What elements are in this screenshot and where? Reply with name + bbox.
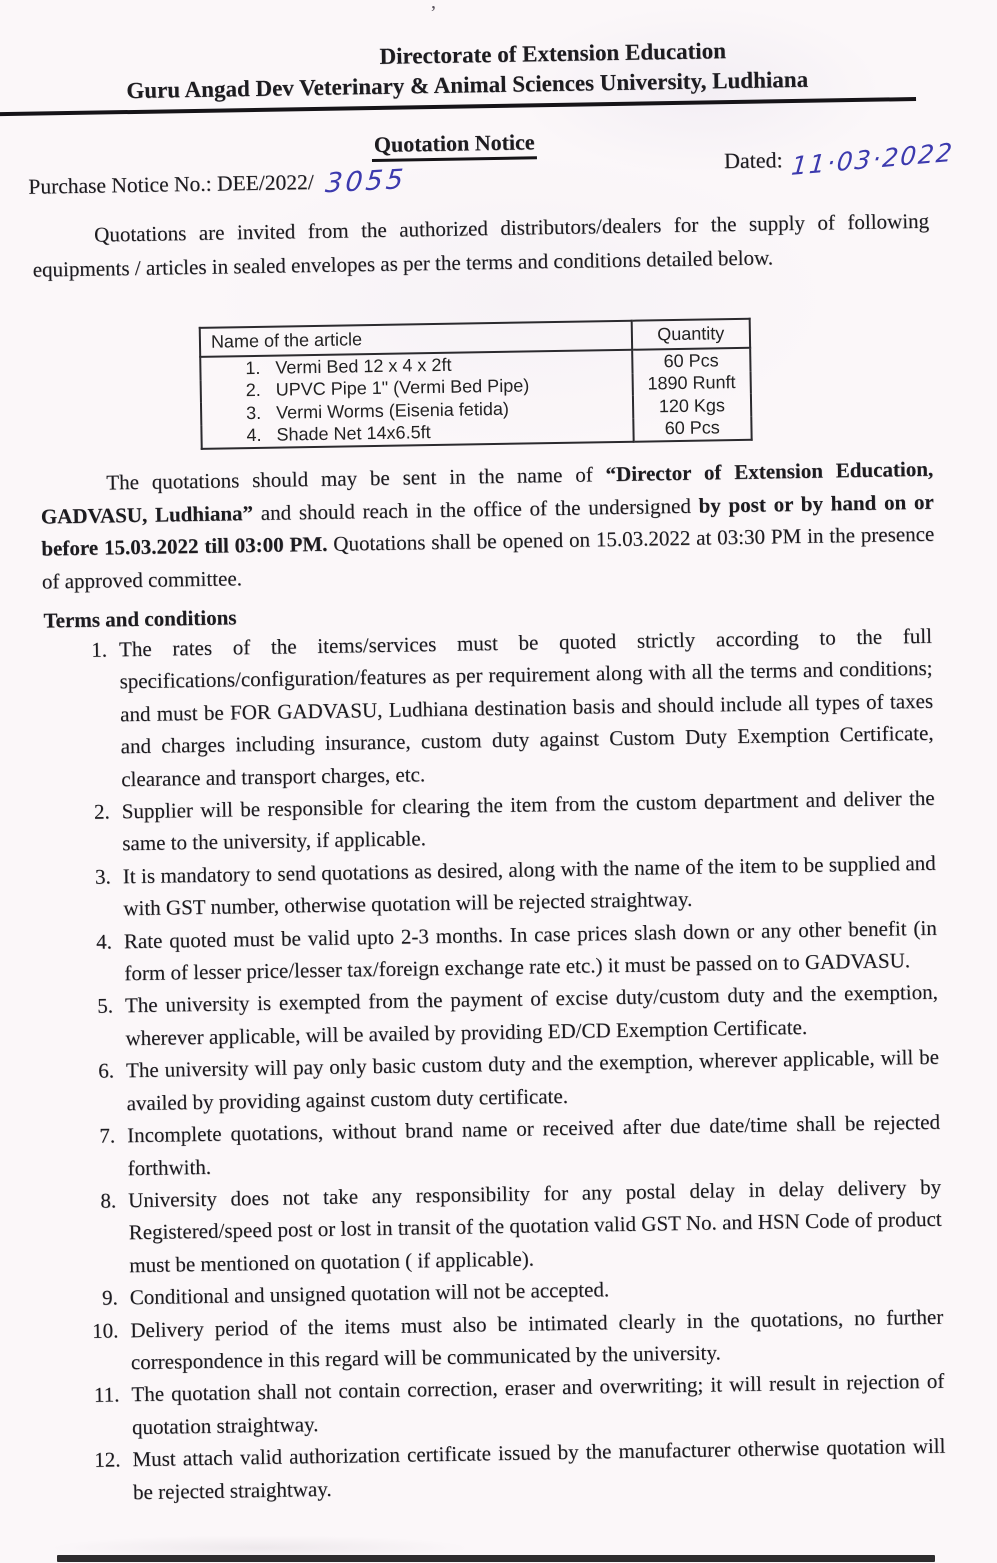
term-item	[44, 620, 935, 797]
org-name-line1: Directorate of Extension Education	[379, 38, 727, 69]
article-sno: 2.	[245, 380, 261, 401]
terms-heading: Terms and conditions	[43, 605, 237, 633]
term-text: Must attach valid authorization certificate issued by the manufacturer otherwise quotation will be rejected straightway.	[132, 1433, 946, 1504]
article-sno: 3.	[245, 402, 262, 423]
term-number: 9.	[101, 1285, 118, 1310]
dispatch-paragraph	[40, 453, 935, 598]
stray-scan-mark: ’	[430, 2, 437, 24]
term-text: Conditional and unsigned quotation will not be accepted.	[129, 1277, 610, 1310]
scan-fade-artifact	[480, 1480, 950, 1516]
term-number: 3.	[94, 864, 112, 889]
org-name-line2: Guru Angad Dev Veterinary & Animal Sciences University, Ludhiana	[126, 66, 809, 104]
article-name: Vermi Worms (Eisenia fetida)	[275, 398, 510, 423]
article-qty: 60 Pcs	[632, 348, 751, 373]
term-number: 10.	[91, 1317, 119, 1343]
article-qty: 1890 Runft	[632, 371, 751, 395]
term-text: The university will pay only basic custom duty and the exemption, wherever applicable, will be availed by providing against custom duty certificate.	[125, 1045, 940, 1115]
intro-paragraph: Quotations are invited from the authorized distributors/dealers for the supply of following equipments / articles in sealed envelopes as per the terms and conditions detailed below.	[32, 208, 930, 282]
dated-label: Dated:	[723, 147, 783, 174]
dispatch-seg-2-bold: “Director of Extension Education, GADVASU, Ludhiana”	[40, 456, 934, 529]
dispatch-seg-5: Quotations shall be opened on 15.03.2022 at 03:30 PM in the presence of approved committee.	[41, 521, 935, 594]
dated-line	[723, 137, 955, 181]
dispatch-seg-1: The quotations should may be sent in the name of	[106, 462, 606, 495]
term-number: 12.	[94, 1447, 121, 1472]
term-text: Incomplete quotations, without brand name or received after due date/time shall be rejected forthwith.	[126, 1109, 941, 1180]
term-text: The university is exempted from the payment of excise duty/custom duty and the exemption, wherever applicable, will be availed by providing ED/CD Exemption Certificate.	[124, 980, 939, 1051]
article-name: Shade Net 14x6.5ft	[276, 422, 431, 445]
purchase-notice-number-handwritten: 3055	[324, 163, 408, 200]
dispatch-seg-4-bold: by post or by hand on or before 15.03.2022 till 03:00 PM.	[41, 489, 934, 561]
term-number: 6.	[98, 1058, 115, 1083]
dispatch-seg-3: and should reach in the office of the undersigned	[252, 493, 699, 525]
scanner-bottom-bar	[57, 1555, 935, 1562]
term-text: The quotation shall not contain correction, eraser and overwriting; it will result in rejection of quotation straightway.	[131, 1369, 945, 1439]
purchase-notice-line	[28, 165, 407, 202]
notice-title: Quotation Notice	[372, 129, 537, 162]
term-item	[53, 1171, 942, 1283]
term-text: The rates of the items/services must be quoted strictly according to the full specifications/configuration/features as per requirement along with all the terms and conditions; and must be FOR GADVASU, Ludhiana destination basis and should include all types of taxes and charges including insurance, custom duty against Custom Duty Exemption Certificate, clearance and transport charges, etc.	[118, 623, 934, 791]
term-number: 4.	[95, 929, 113, 954]
table-header-quantity: Quantity	[631, 319, 750, 350]
article-sno: 1.	[245, 357, 261, 378]
table-header-article: Name of the article	[200, 321, 632, 357]
term-text: University does not take any responsibility for any postal delay in delay delivery by Registered/speed post or lost in transit of the quotation valid GST No. and HSN Code of product must be mentioned on quotation ( if applicable).	[127, 1174, 942, 1277]
dated-value-handwritten: 11·03·2022	[789, 137, 955, 181]
article-qty: 60 Pcs	[633, 416, 752, 441]
terms-list	[44, 620, 946, 1510]
term-number: 2.	[93, 799, 110, 824]
articles-table	[199, 318, 753, 450]
article-name: UPVC Pipe 1" (Vermi Bed Pipe)	[275, 375, 530, 400]
term-text: Supplier will be responsible for clearing the item from the custom department and deliver the same to the university, if applicable.	[121, 785, 935, 856]
term-number: 11.	[93, 1382, 120, 1408]
term-number: 7.	[99, 1123, 116, 1148]
article-name: Vermi Bed 12 x 4 x 2ft	[275, 354, 452, 378]
article-qty: 120 Kgs	[633, 394, 752, 418]
article-sno: 4.	[246, 425, 262, 446]
term-text: Delivery period of the items must also be intimated clearly in the quotations, no further correspondence in this regard will be communicated by the university.	[130, 1304, 944, 1375]
term-number: 8.	[100, 1188, 117, 1213]
term-number: 1.	[91, 637, 108, 662]
term-text: It is mandatory to send quotations as desired, along with the name of the item to be supplied and with GST number, otherwise quotation will be rejected straightway.	[122, 850, 936, 921]
term-text: Rate quoted must be valid upto 2-3 months. In case prices slash down or any other benefit (in form of lesser price/lesser tax/foreign exchange rate etc.) it must be passed on to GADVASU.	[123, 915, 937, 986]
term-number: 5.	[97, 993, 114, 1019]
purchase-notice-label: Purchase Notice No.: DEE/2022/	[28, 169, 314, 199]
